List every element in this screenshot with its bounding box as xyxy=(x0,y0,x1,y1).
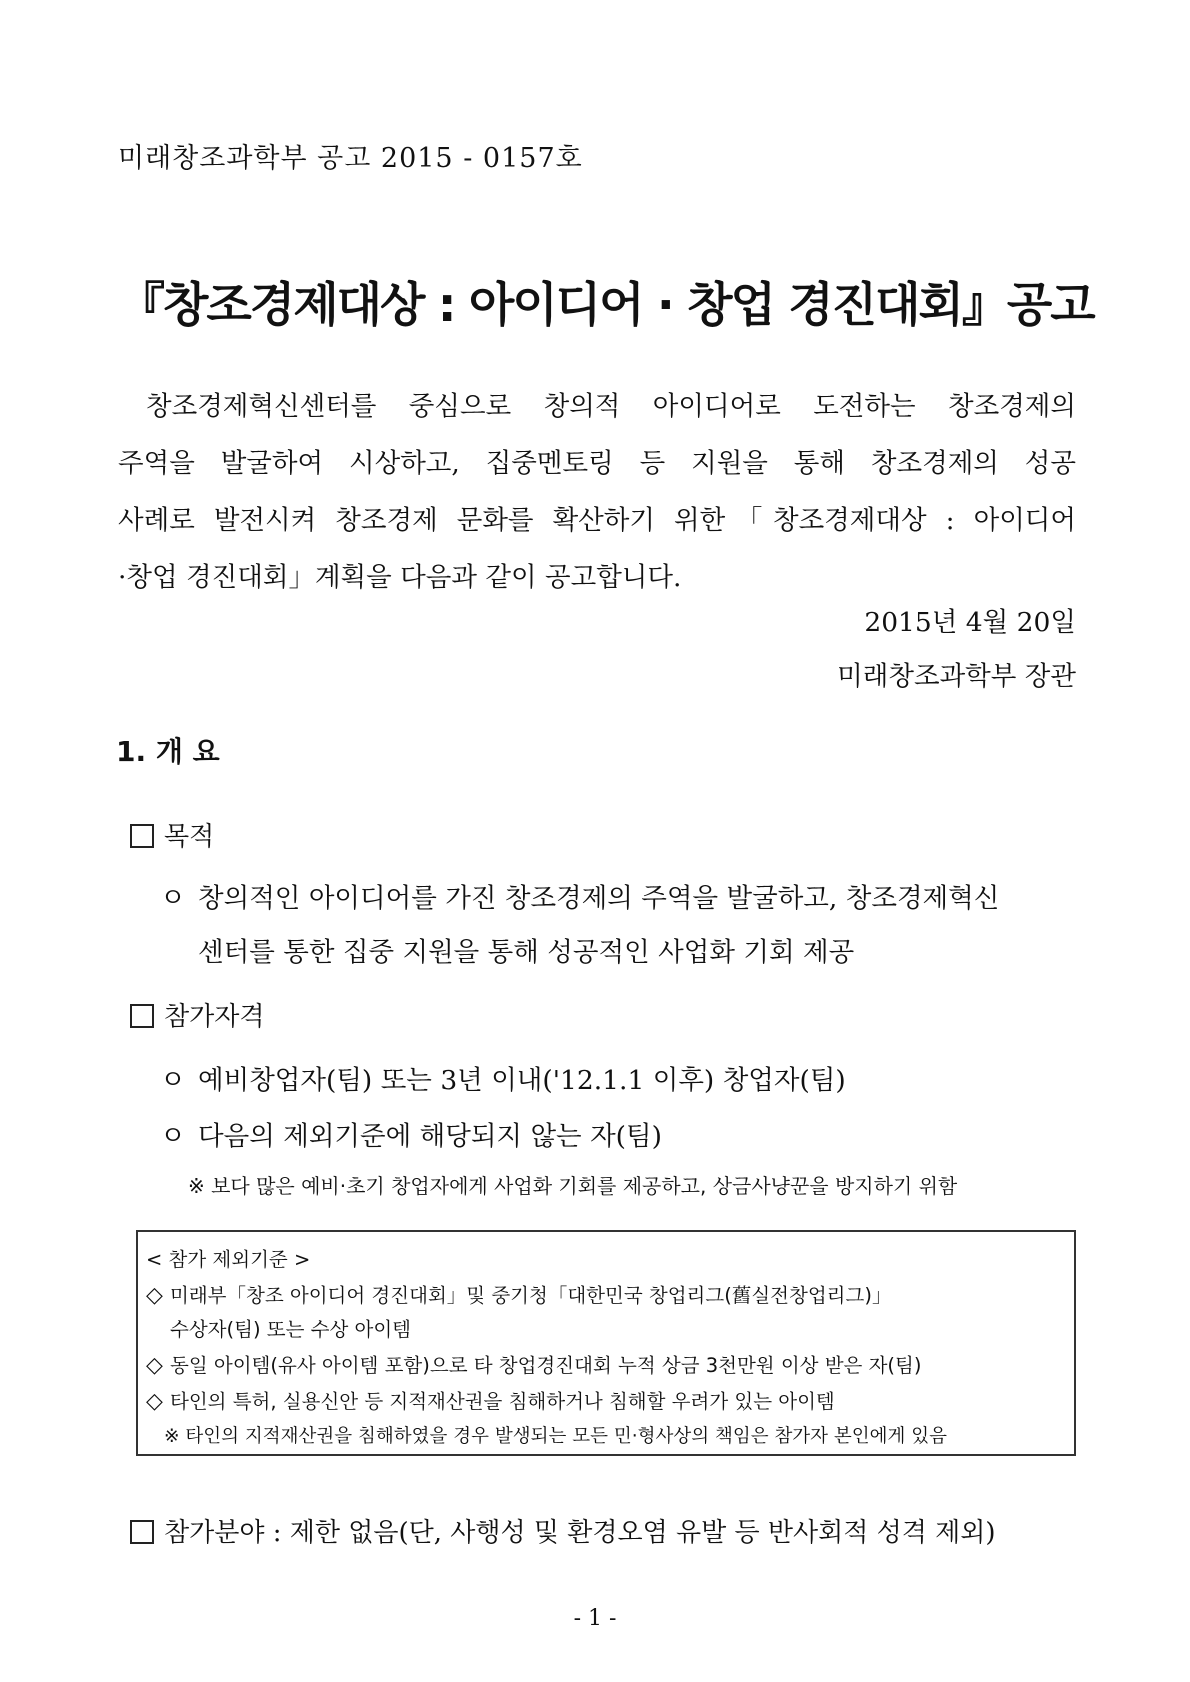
exclusion-item-1-line-2: 수상자(팀) 또는 수상 아이템 xyxy=(170,1318,412,1341)
exclusion-item-2-text: 동일 아이템(유사 아이템 포함)으로 타 창업경진대회 누적 상금 3천만원 이상 받은 자(팀) xyxy=(170,1354,922,1377)
circle-bullet-icon: ㅇ xyxy=(160,1121,186,1152)
field-heading xyxy=(130,1512,995,1549)
eligibility-text-1: 예비창업자(팀) 또는 3년 이내('12.1.1 이후) 창업자(팀) xyxy=(198,1065,846,1096)
eligibility-label: 참가자격 xyxy=(164,1002,265,1032)
eligibility-note: ※ 보다 많은 예비·초기 창업자에게 사업화 기회를 제공하고, 상금사냥꾼을 방지하기 위함 xyxy=(188,1174,958,1198)
page-number: - 1 - xyxy=(573,1606,617,1631)
checkbox-square-icon xyxy=(130,1004,154,1028)
purpose-text-line-1: 창의적인 아이디어를 가진 창조경제의 주역을 발굴하고, 창조경제혁신 xyxy=(198,883,1000,914)
eligibility-heading xyxy=(130,996,264,1033)
diamond-icon: ◇ xyxy=(146,1389,163,1414)
exclusion-title: < 참가 제외기준 > xyxy=(146,1248,311,1271)
exclusion-item-1 xyxy=(146,1280,891,1308)
exclusion-criteria-box xyxy=(136,1230,1076,1456)
purpose-text-line-2: 센터를 통한 집중 지원을 통해 성공적인 사업화 기회 제공 xyxy=(198,937,855,968)
exclusion-item-3-text: 타인의 특허, 실용신안 등 지적재산권을 침해하거나 침해할 우려가 있는 아이템 xyxy=(170,1390,835,1413)
purpose-label: 목적 xyxy=(164,822,215,852)
intro-line-1: 창조경제혁신센터를 중심으로 창의적 아이디어로 도전하는 창조경제의 xyxy=(146,391,1076,422)
exclusion-item-1-line-1: 미래부「창조 아이디어 경진대회」및 중기청「대한민국 창업리그(舊실전창업리그)」 xyxy=(170,1284,892,1307)
notice-date: 2015년 4월 20일 xyxy=(864,607,1076,638)
notice-number: 미래창조과학부 공고 2015 - 0157호 xyxy=(118,143,583,174)
purpose-bullet xyxy=(160,876,999,915)
exclusion-item-2 xyxy=(146,1350,921,1378)
intro-line-2: 주역을 발굴하여 시상하고, 집중멘토링 등 지원을 통해 창조경제의 성공 xyxy=(118,448,1076,479)
checkbox-square-icon xyxy=(130,1520,154,1544)
document-title: 『창조경제대상 : 아이디어 · 창업 경진대회』공고 xyxy=(118,278,1094,333)
eligibility-bullet-2 xyxy=(160,1114,662,1153)
eligibility-bullet-1 xyxy=(160,1058,846,1097)
section-heading-overview: 1. 개 요 xyxy=(116,735,220,768)
checkbox-square-icon xyxy=(130,824,154,848)
eligibility-text-2: 다음의 제외기준에 해당되지 않는 자(팀) xyxy=(198,1121,662,1152)
field-label: 참가분야 : 제한 없음(단, 사행성 및 환경오염 유발 등 반사회적 성격 제외) xyxy=(164,1518,996,1548)
issuer-name: 미래창조과학부 장관 xyxy=(837,661,1076,692)
diamond-icon: ◇ xyxy=(146,1283,163,1308)
diamond-icon: ◇ xyxy=(146,1353,163,1378)
circle-bullet-icon: ㅇ xyxy=(160,883,186,914)
exclusion-item-3 xyxy=(146,1386,835,1414)
purpose-heading xyxy=(130,816,214,853)
signature-block xyxy=(837,596,1076,704)
intro-line-3: 사례로 발전시켜 창조경제 문화를 확산하기 위한「창조경제대상 : 아이디어 xyxy=(118,505,1076,536)
exclusion-note: ※ 타인의 지적재산권을 침해하였을 경우 발생되는 모든 민·형사상의 책임은 참가자 본인에게 있음 xyxy=(164,1426,948,1447)
intro-paragraph xyxy=(118,378,1076,606)
circle-bullet-icon: ㅇ xyxy=(160,1065,186,1096)
intro-line-4: ·창업 경진대회」계획을 다음과 같이 공고합니다. xyxy=(118,562,682,593)
